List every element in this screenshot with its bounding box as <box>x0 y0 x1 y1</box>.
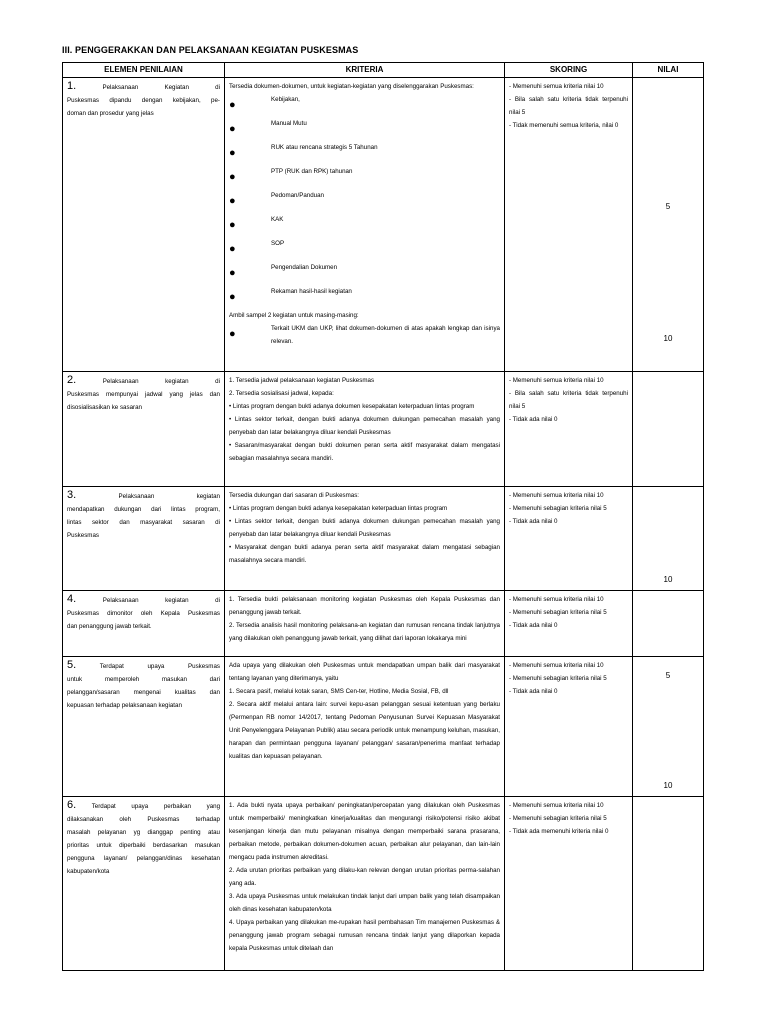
nilai-value: 10 <box>663 334 673 343</box>
nilai-cell <box>633 797 704 971</box>
elemen-cell: 5. Terdapat upaya Puskesmas untuk memperoleh masukan dari pelanggan/sasaran mengenai kualitas dan kepuasan terhadap pelaksanaan kegiatan <box>63 657 225 797</box>
table-row <box>63 487 704 591</box>
header-skoring: SKORING <box>505 63 633 78</box>
table-header-row <box>63 63 704 78</box>
assessment-table <box>62 62 704 971</box>
skoring-cell: - Memenuhi semua kriteria nilai 10 - Memenuhi sebagian kriteria nilai 5 - Tidak ada nilai 0 <box>505 591 633 657</box>
skoring-cell: - Memenuhi semua kriteria nilai 10 - Bila salah satu kriteria tidak terpenuhi nilai 5 - Tidak ada nilai 0 <box>505 372 633 487</box>
nilai-value: 10 <box>663 781 673 790</box>
skoring-cell: - Memenuhi semua kriteria nilai 10 - Memenuhi sebagian kriteria nilai 5 - Tidak ada memenuhi kriteria nilai 0 <box>505 797 633 971</box>
table-row <box>63 657 704 797</box>
skoring-cell: - Memenuhi semua kriteria nilai 10 - Bila salah satu kriteria tidak terpenuhi nilai 5 - Tidak memenuhi semua kriteria, nilai 0 <box>505 78 633 372</box>
header-kriteria: KRITERIA <box>225 63 505 78</box>
kriteria-cell: Tersedia dukungan dari sasaran di Puskesmas: • Lintas program dengan bukti adanya kesepakatan keterpaduan lintas program • Lintas sektor terkait, dengan bukti adanya dokumen dukungan pemecahan masalah yang penyebab dan latar belakangnya diluar kendali Puskesmas • Masyarakat dengan bukti adanya peran serta aktif masyarakat dalam mengatasi sebagian masalahnya secara mandiri. <box>225 487 505 591</box>
nilai-value: 5 <box>665 671 671 680</box>
nilai-value: 5 <box>665 202 671 211</box>
skoring-cell: - Memenuhi semua kriteria nilai 10 - Memenuhi sebagian kriteria nilai 5 - Tidak ada nilai 0 <box>505 657 633 797</box>
nilai-cell <box>633 78 704 372</box>
header-elemen: ELEMEN PENILAIAN <box>63 63 225 78</box>
nilai-cell <box>633 372 704 487</box>
elemen-cell: 1. Pelaksanaan Kegiatan di Puskesmas dipandu dengan kebijakan, pe- doman dan prosedur yang jelas <box>63 78 225 372</box>
nilai-cell <box>633 657 704 797</box>
section-title: III. PENGGERAKKAN DAN PELAKSANAAN KEGIATAN PUSKESMAS <box>62 45 359 55</box>
elemen-cell: 6. Terdapat upaya perbaikan yang dilaksanakan oleh Puskesmas terhadap masalah pelayanan yg dianggap penting atau prioritas untuk diperbaiki berdasarkan masukan pengguna layanan/ pelanggan/dinas kesehatan kabupaten/kota <box>63 797 225 971</box>
table-row <box>63 78 704 372</box>
kriteria-cell: Ada upaya yang dilakukan oleh Puskesmas untuk mendapatkan umpan balik dari masyarakat tentang layanan yang diterimanya, yaitu 1. Secara pasif, melalui kotak saran, SMS Cen-ter, Hotline, Media Sosial, FB, dll 2. Secara aktif melalui antara lain: survei kepu-asan pelanggan sesuai ketentuan yang berlaku (Permenpan RB nomor 14/2017, tentang Pedoman Penyusunan Survei Kepuasan Masyarakat Unit Penyelenggara Pelayanan Publik) atau secara periodik untuk menampung keluhan, masukan, harapan dan permintaan pengguna layanan/ pelanggan/ sasaran/penerima manfaat terhadap kualitas dan kepuasan pelayanan. <box>225 657 505 797</box>
header-nilai: NILAI <box>633 63 704 78</box>
elemen-cell: 3. Pelaksanaan kegiatan mendapatkan dukungan dari lintas program, lintas sektor dan masyarakat sasaran di Puskesmas <box>63 487 225 591</box>
kriteria-cell: Tersedia dokumen-dokumen, untuk kegiatan-kegiatan yang diselenggarakan Puskesmas: ● Kebijakan, ● Manual Mutu ● RUK atau rencana strategis 5 Tahunan ● PTP (RUK dan RPK) tahunan ● Pedoman/Panduan ● KAK ● SOP ● Pengendalian Dokumen ● Rekaman hasil-hasil kegiatan Ambil sampel 2 kegiatan untuk masing-masing: ● Terkait UKM dan UKP, lihat dokumen-dokumen di atas apakah lengkap dan isinya relevan. <box>225 78 505 372</box>
kriteria-cell: 1. Tersedia bukti pelaksanaan monitoring kegiatan Puskesmas oleh Kepala Puskesmas dan penanggung jawab terkait. 2. Tersedia analisis hasil monitoring pelaksana-an kegiatan dan rumusan rencana tindak lanjutnya yang dilakukan oleh penanggung jawab terkait, yang dilihat dari laporan lokakarya mini <box>225 591 505 657</box>
elemen-cell: 2. Pelaksanaan kegiatan di Puskesmas mempunyai jadwal yang jelas dan disosialisasikan ke sasaran <box>63 372 225 487</box>
nilai-value: 10 <box>663 575 673 584</box>
nilai-cell <box>633 487 704 591</box>
elemen-cell: 4. Pelaksanaan kegiatan di Puskesmas dimonitor oleh Kepala Puskesmas dan penanggung jawab terkait. <box>63 591 225 657</box>
nilai-cell <box>633 591 704 657</box>
table-row <box>63 591 704 657</box>
skoring-cell: - Memenuhi semua kriteria nilai 10 - Memenuhi sebagian kriteria nilai 5 - Tidak ada nilai 0 <box>505 487 633 591</box>
table-row <box>63 797 704 971</box>
kriteria-cell: 1. Tersedia jadwal pelaksanaan kegiatan Puskesmas 2. Tersedia sosialisasi jadwal, kepada: • Lintas program dengan bukti adanya dokumen kesepakatan keterpaduan lintas program • Lintas sektor terkait, dengan bukti adanya dokumen dukungan pemecahan masalah yang penyebab dan latar belakangnya diluar kendali Puskesmas • Sasaran/masyarakat dengan bukti dokumen peran serta aktif masyarakat dalam mengatasi sebagian masalahnya secara mandiri. <box>225 372 505 487</box>
kriteria-cell: 1. Ada bukti nyata upaya perbaikan/ peningkatan/percepatan yang dilakukan oleh Puskesmas untuk memperbaiki/ meningkatkan kinerja/kualitas dan mengurangi risiko/potensi risiko akibat kesenjangan kinerja dan mutu pelayanan misalnya dengan memperbaiki sarana prasarana, perbaikan metode, perbaikan dokumen-dokumen acuan, perbaikan alur pelayanan, dan lain-lain mengacu pada instrumen akreditasi. 2. Ada urutan prioritas perbaikan yang dilaku-kan relevan dengan urutan prioritas perma-salahan yang ada. 3. Ada upaya Puskesmas untuk melakukan tindak lanjut dari umpan balik yang telah disampaikan oleh dinas kesehatan kabupaten/kota 4. Upaya perbaikan yang dilakukan me-rupakan hasil pembahasan Tim manajemen Puskesmas & penanggung jawab program sebagai rumusan rencana tindak lanjut yang dilaporkan kepada kepala Puskesmas untuk ditelaah dan <box>225 797 505 971</box>
table-row <box>63 372 704 487</box>
